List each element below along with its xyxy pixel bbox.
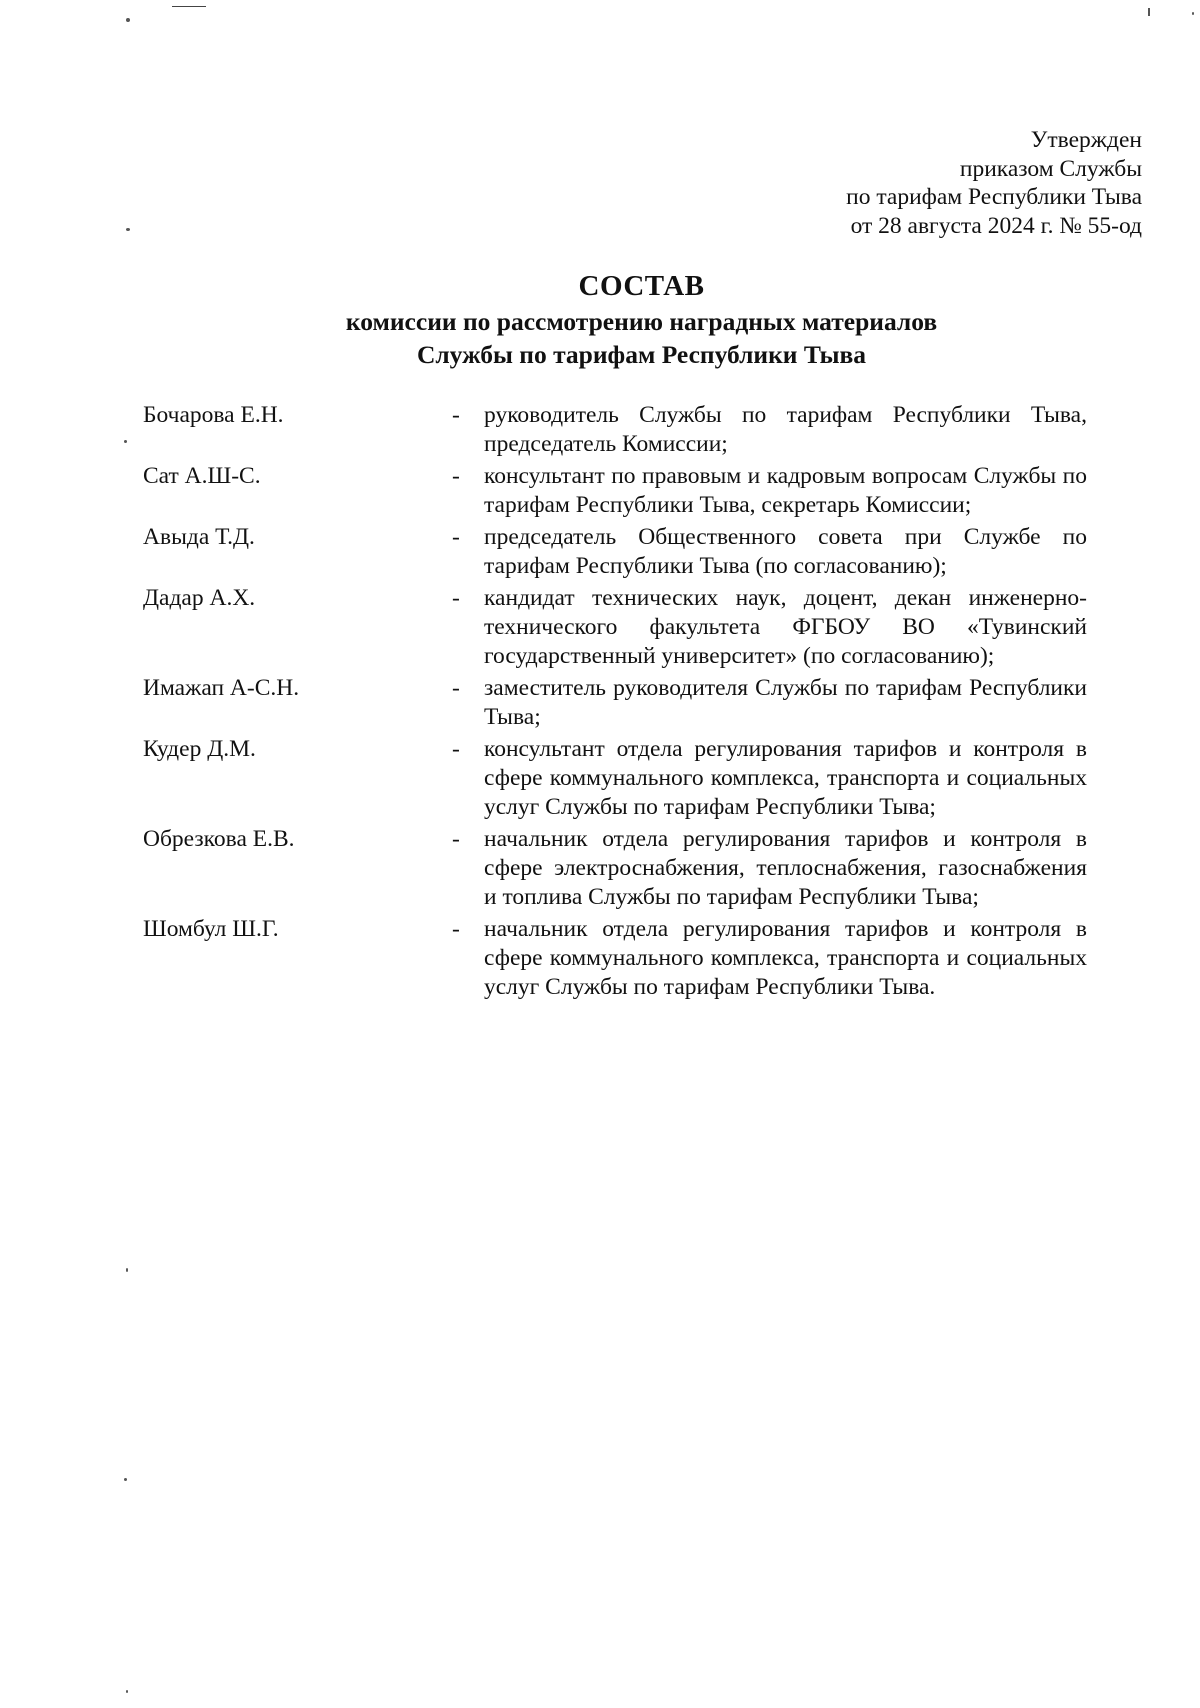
approval-line: приказом Службы <box>959 155 1142 182</box>
member-role: консультант отдела регулирования тарифов и контроля в сфере коммунального комплекса, транспорта и социальных услуг Службы по тарифам Республики Тыва; <box>484 736 1087 820</box>
member-name: Бочарова Е.Н. <box>143 402 284 428</box>
member-dash: - <box>452 402 460 428</box>
commission-members-list <box>143 401 1088 1005</box>
document-title: СОСТАВ <box>578 270 705 302</box>
member-row <box>143 462 1088 520</box>
member-row <box>143 735 1088 822</box>
member-dash: - <box>452 826 460 852</box>
scan-edge-mark <box>172 6 206 7</box>
document-title-block <box>0 268 1200 370</box>
member-name: Сат А.Ш-С. <box>143 463 261 489</box>
member-dash: - <box>452 736 460 762</box>
member-role: заместитель руководителя Службы по тарифам Республики Тыва; <box>484 675 1087 730</box>
scan-speck <box>124 440 127 443</box>
scan-speck <box>124 1478 127 1481</box>
member-row <box>143 674 1088 732</box>
member-name: Имажап А-С.Н. <box>143 675 300 701</box>
member-role: начальник отдела регулирования тарифов и контроля в сфере электроснабжения, теплоснабжения, газоснабжения и топлива Службы по тарифам Республики Тыва; <box>484 826 1087 910</box>
scan-speck <box>1148 8 1150 16</box>
scan-speck <box>126 1690 128 1693</box>
scan-speck <box>126 1268 128 1272</box>
member-role: председатель Общественного совета при Службе по тарифам Республики Тыва (по согласованию); <box>484 524 1087 579</box>
member-name: Шомбул Ш.Г. <box>143 916 279 942</box>
member-dash: - <box>452 463 460 489</box>
member-row <box>143 523 1088 581</box>
member-row <box>143 825 1088 912</box>
member-row <box>143 584 1088 671</box>
member-role: кандидат технических наук, доцент, декан инженерно-технического факультета ФГБОУ ВО «Тувинский государственный университет» (по согласованию); <box>484 585 1087 669</box>
approval-line: от 28 августа 2024 г. № 55-од <box>850 212 1142 239</box>
member-name: Дадар А.Х. <box>143 585 256 611</box>
member-dash: - <box>452 524 460 550</box>
document-subtitle: комиссии по рассмотрению наградных материалов <box>345 307 938 336</box>
document-subtitle: Службы по тарифам Республики Тыва <box>416 340 867 369</box>
member-role: начальник отдела регулирования тарифов и контроля в сфере коммунального комплекса, транспорта и социальных услуг Службы по тарифам Республики Тыва. <box>484 916 1087 1000</box>
approval-line: Утвержден <box>1030 127 1142 153</box>
member-name: Кудер Д.М. <box>143 736 256 762</box>
scan-speck <box>1192 12 1194 15</box>
member-name: Обрезкова Е.В. <box>143 826 295 852</box>
approval-line: по тарифам Республики Тыва <box>846 184 1142 210</box>
member-dash: - <box>452 585 460 611</box>
member-dash: - <box>452 916 460 942</box>
scan-speck <box>126 18 130 22</box>
member-row <box>143 401 1088 459</box>
scan-speck <box>126 228 130 231</box>
approval-stamp-block <box>846 126 1142 240</box>
member-row <box>143 915 1088 1002</box>
member-role: руководитель Службы по тарифам Республики Тыва, председатель Комиссии; <box>484 402 1087 457</box>
member-name: Авыда Т.Д. <box>143 524 255 550</box>
member-dash: - <box>452 675 460 701</box>
member-role: консультант по правовым и кадровым вопросам Службы по тарифам Республики Тыва, секретарь Комиссии; <box>484 463 1087 518</box>
